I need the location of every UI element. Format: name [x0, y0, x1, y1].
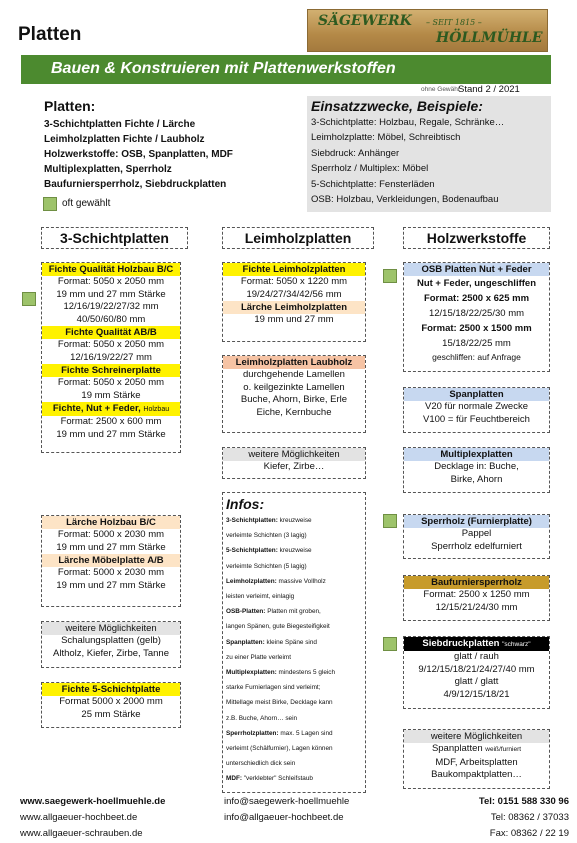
box-header-note: Holzbau [143, 406, 170, 413]
col3-box-siebdruck [403, 636, 550, 709]
box-line: 25 mm Stärke [81, 708, 141, 720]
box-line: Eiche, Kernbuche [256, 406, 332, 418]
box-line: geschliffen: auf Anfrage [432, 352, 521, 362]
infos-box [222, 492, 366, 793]
col3-box-sperrholz [403, 514, 550, 559]
col3-box-span [403, 387, 550, 433]
box-line: Format: 5050 x 1220 mm [240, 276, 348, 287]
box-line: MDF, Arbeitsplatten [435, 756, 518, 768]
platten-line: Holzwerkstoffe: OSB, Spanplatten, MDF [44, 149, 233, 160]
einsatz-section [307, 96, 551, 212]
box-line: Format 5000 x 2000 mm [59, 696, 163, 707]
box-line: Birke, Ahorn [450, 473, 503, 485]
info-line: Mittellage meist Birke, Decklage kann [226, 699, 333, 707]
footer-phone: Tel: 08362 / 37033 [490, 812, 569, 823]
box-header: Spanplatten [404, 388, 549, 401]
einsatz-line: Sperrholz / Multiplex: Möbel [311, 163, 429, 175]
box-line: V100 = für Feuchtbereich [423, 413, 530, 425]
einsatz-line: 3-Schichtplatte: Holzbau, Regale, Schränke… [311, 117, 505, 128]
info-line: starke Furnierlagen sind verleimt; [226, 684, 321, 692]
footer-link[interactable]: www.allgaeuer-schrauben.de [20, 828, 143, 839]
box-header: Lärche Leimholzplatten [223, 301, 365, 314]
info-line: 5-Schichtplatten: kreuzweise [226, 547, 312, 555]
box-line: 19 mm und 27 mm Stärke [56, 428, 166, 440]
box-line: 19 mm und 27 mm Stärke [56, 579, 166, 591]
disclaimer: ohne Gewähr [421, 86, 461, 93]
footer-email[interactable]: info@allgaeuer-hochbeet.de [224, 812, 344, 823]
box-line: o. keilgezinkte Lamellen [243, 381, 345, 393]
box-line: glatt / glatt [454, 676, 499, 687]
box-header: Siebdruckplatten [422, 638, 500, 649]
box-line: Kiefer, Zirbe… [263, 461, 325, 472]
box-line: 12/16/19/22/27/32 mm [63, 301, 159, 312]
einsatz-line: 5-Schichtplatte: Fensterläden [311, 178, 435, 190]
footer-phone: Tel: 0151 588 330 96 [478, 796, 569, 807]
oft-gewaehlt-marker [22, 292, 36, 306]
box-line: glatt / rauh [454, 651, 499, 662]
box-header: Fichte Qualität Holzbau B/C [42, 263, 180, 276]
info-line: verleimte Schichten (5 lagig) [226, 562, 307, 570]
platten-section [44, 97, 306, 192]
einsatz-line: Leimholzplatte: Möbel, Schreibtisch [311, 132, 461, 144]
info-line: zu einer Platte verleimt [226, 653, 291, 661]
footer-link[interactable]: www.allgaeuer-hochbeet.de [20, 812, 138, 823]
platten-line: Multiplexplatten, Sperrholz [44, 164, 172, 175]
box-line: Format: 2500 x 1250 mm [423, 589, 530, 600]
box-header: Lärche Holzbau B/C [42, 516, 180, 529]
box-line: Buche, Ahorn, Birke, Erle [240, 394, 348, 405]
box-line: 19 mm und 27 mm Stärke [56, 541, 166, 553]
box-line: 12/15/18/22/25/30 mm [428, 308, 525, 319]
box-header: Multiplexplatten [404, 448, 549, 461]
col2-box-laubholz [222, 355, 366, 433]
col1-title: 3-Schichtplatten [41, 227, 188, 249]
box-header: weitere Möglichkeiten [42, 622, 180, 635]
page-title: Platten [18, 24, 82, 45]
info-line: Leimholzplatten: massive Vollholz [226, 577, 326, 585]
col1-box-weitere [41, 621, 181, 668]
col2-title: Leimholzplatten [222, 227, 374, 249]
box-line: Baukompaktplatten… [431, 769, 522, 780]
box-line: Spanplatten weiß/furniert [431, 743, 522, 754]
box-line: 4/9/12/15/18/21 [443, 688, 510, 700]
banner [21, 55, 551, 84]
box-line: 19 mm und 27 mm Stärke [56, 288, 166, 300]
info-line: langen Spänen, gute Biegesteifigkeit [226, 623, 330, 631]
company-logo: SÄGEWERK – SEIT 1815 – HÖLLMÜHLE [307, 9, 548, 52]
col3-box-osb [403, 262, 550, 372]
info-line: leisten verleimt, einlagig [226, 593, 295, 601]
info-line: 3-Schichtplatten: kreuzweise [226, 517, 312, 524]
legend-label: oft gewählt [62, 198, 111, 209]
box-line: Format: 5000 x 2030 mm [57, 567, 165, 578]
col2-box-fichte [222, 262, 366, 342]
box-line: 9/12/15/18/21/24/27/40 mm [418, 663, 535, 675]
platten-heading: Platten: [44, 98, 96, 114]
box-line: Format: 5050 x 2050 mm [57, 377, 165, 388]
einsatz-heading: Einsatzzwecke, Beispiele: [311, 98, 483, 114]
einsatz-line: Siebdruck: Anhänger [311, 147, 400, 159]
box-line: 19 mm Stärke [81, 389, 141, 401]
oft-gewaehlt-marker [383, 514, 397, 528]
einsatz-line: OSB: Holzbau, Verkleidungen, Bodenaufbau [311, 194, 499, 206]
oft-gewaehlt-marker [383, 637, 397, 651]
info-line: verleimt (Schälfurnier), Lagen können [226, 745, 333, 753]
footer-emails [224, 794, 349, 826]
box-header: Fichte Schreinerplatte [42, 364, 180, 377]
footer-fax: Fax: 08362 / 22 19 [489, 828, 569, 839]
footer-links [20, 794, 165, 842]
box-line: Format: 2500 x 1500 mm [421, 323, 532, 334]
infos-heading: Infos: [226, 496, 265, 512]
platten-line: Baufurniersperrholz, Siebdruckplatten [44, 179, 227, 190]
col3-box-weitere [403, 729, 550, 789]
box-line: 19/24/27/34/42/56 mm [246, 288, 342, 300]
box-line: Schalungsplatten (gelb) [61, 635, 161, 646]
box-line: Decklage in: Buche, [434, 461, 519, 472]
box-header: Fichte, Nut + Feder, [52, 403, 141, 414]
box-header: Lärche Möbelplatte A/B [42, 554, 180, 567]
col3-title: Holzwerkstoffe [403, 227, 550, 249]
box-header: Leimholzplatten Laubholz [223, 356, 365, 369]
banner-text: Bauen & Konstruieren mit Plattenwerkstoffen [51, 60, 396, 77]
oft-gewaehlt-marker [383, 269, 397, 283]
info-line: Sperrholzplatten: max. 5 Lagen sind [226, 729, 333, 737]
box-header: Fichte Qualität AB/B [42, 326, 180, 339]
info-line: MDF: "verklebter" Schleifstaub [226, 775, 313, 783]
box-line: 12/15/21/24/30 mm [435, 601, 518, 613]
info-line: Multiplexplatten: mindestens 5 gleich [226, 669, 336, 677]
col1-box-5schicht [41, 682, 181, 728]
col3-box-multiplex [403, 447, 550, 493]
box-line: 12/16/19/22/27 mm [70, 351, 152, 363]
box-line: Format: 2500 x 625 mm [423, 293, 530, 304]
box-line: 15/18/22/25 mm [442, 338, 511, 349]
box-line: Nut + Feder, ungeschliffen [416, 278, 537, 289]
box-line: V20 für normale Zwecke [425, 401, 528, 412]
stand-date: Stand 2 / 2021 [458, 84, 520, 95]
box-line: 40/50/60/80 mm [76, 313, 146, 325]
legend-swatch [43, 197, 57, 211]
box-line: Format: 5050 x 2050 mm [57, 276, 165, 287]
box-line: Format: 5050 x 2050 mm [57, 339, 165, 350]
box-header: Baufurniersperrholz [404, 576, 549, 589]
info-line: OSB-Platten: Platten mit groben, [226, 608, 321, 616]
platten-line: 3-Schichtplatten Fichte / Lärche [44, 119, 196, 130]
box-line: Pappel [461, 528, 492, 539]
col3-box-baufurnier [403, 575, 550, 621]
info-line: verleimte Schichten (3 lagig) [226, 532, 307, 540]
footer-phones [479, 794, 569, 842]
box-line: Format: 2500 x 600 mm [60, 416, 162, 427]
info-line: z.B. Buche, Ahorn… sein [226, 714, 298, 722]
info-line: unterschiedlich dick sein [226, 760, 296, 768]
col1-box-fichte [41, 262, 181, 453]
box-line: 19 mm und 27 mm [254, 314, 334, 325]
box-header-note: "schwarz" [502, 641, 531, 648]
box-line: durchgehende Lamellen [243, 369, 345, 380]
box-header: Fichte Leimholzplatten [223, 263, 365, 276]
box-header: weitere Möglichkeiten [223, 448, 365, 461]
box-header: OSB Platten Nut + Feder [404, 263, 549, 276]
box-header: Fichte 5-Schichtplatte [42, 683, 180, 696]
col1-box-laerche [41, 515, 181, 607]
info-line: Spanplatten: kleine Späne sind [226, 638, 317, 646]
col2-box-weitere [222, 447, 366, 479]
box-header: weitere Möglichkeiten [404, 730, 549, 743]
box-header: Sperrholz (Furnierplatte) [404, 515, 549, 528]
box-line: Sperrholz edelfurniert [431, 540, 522, 552]
box-line: Altholz, Kiefer, Zirbe, Tanne [53, 647, 169, 659]
footer-link[interactable]: www.saegewerk-hoellmuehle.de [20, 796, 166, 807]
footer-email[interactable]: info@saegewerk-hoellmuehle [224, 796, 350, 807]
platten-line: Leimholzplatten Fichte / Laubholz [44, 134, 205, 145]
box-line: Format: 5000 x 2030 mm [57, 529, 165, 540]
